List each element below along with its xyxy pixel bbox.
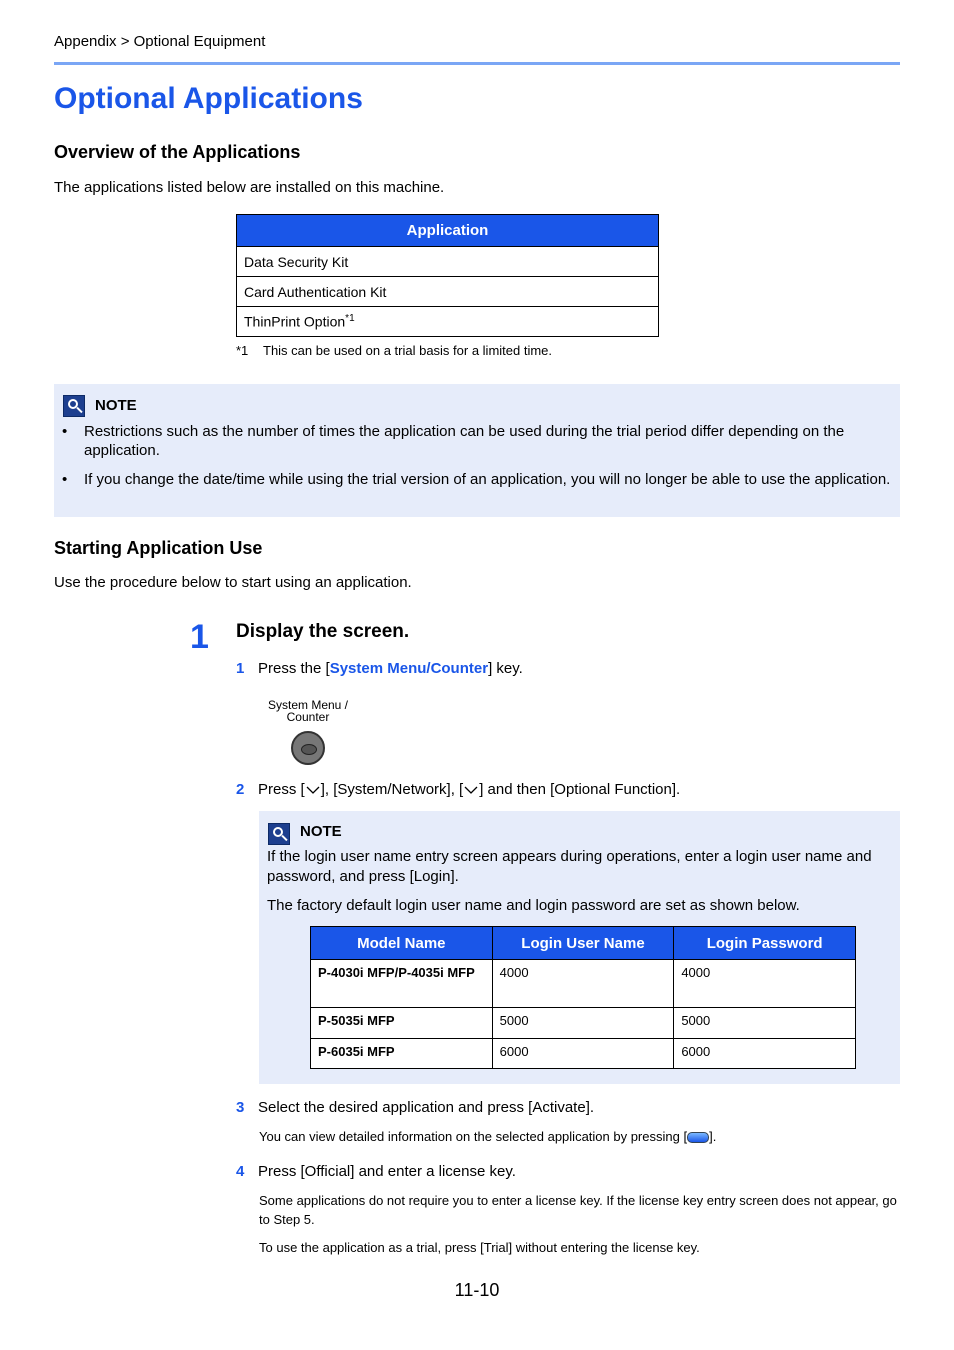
column-header-login-password: Login Password: [674, 927, 856, 960]
key-label-line: Counter: [286, 710, 330, 724]
key-label: [262, 699, 354, 723]
substep-number: 3: [236, 1099, 245, 1116]
note-magnifier-icon: [268, 823, 290, 845]
key-label-line: System Menu /: [267, 698, 349, 712]
substep-4: [236, 1163, 896, 1183]
substep-text: ] and then [Optional Function].: [479, 781, 681, 798]
substep-3: [236, 1099, 896, 1119]
footnote-text: This can be used on a trial basis for a limited time.: [263, 343, 553, 358]
login-user-name-cell: 5000: [492, 1008, 674, 1039]
substep-text: ], [System/Network], [: [320, 781, 464, 798]
note-label: NOTE: [300, 823, 342, 840]
note-paragraph: The factory default login user name and login password are set as shown below.: [267, 897, 800, 914]
table-cell: Data Security Kit: [237, 247, 659, 277]
note-magnifier-icon: [63, 395, 85, 417]
substep-1: [236, 660, 896, 680]
model-name-cell: P-6035i MFP: [311, 1039, 493, 1069]
step-title: Display the screen.: [236, 621, 410, 642]
detail-text: You can view detailed information on the selected application by pressing [: [259, 1129, 688, 1144]
substep-number: 2: [236, 781, 245, 798]
note-bullet-text: Restrictions such as the number of times the application can be used during the trial period differ depending on the application.: [84, 423, 845, 459]
substep-text: Press [: [258, 781, 305, 798]
table-header-application: Application: [237, 215, 659, 247]
application-table: [236, 214, 659, 337]
info-button-icon: [687, 1132, 709, 1143]
system-menu-counter-button[interactable]: [291, 731, 325, 765]
table-cell-text: ThinPrint Option: [244, 313, 346, 330]
table-row: [311, 960, 856, 1008]
starting-intro: Use the procedure below to start using an application.: [54, 574, 412, 591]
note-box: NOTE • Restrictions such as the number of times the application can be used during the trial period differ depending on the application. • If you change the date/time while using the trial version of an application, you will no longer be able to use the application.: [54, 384, 900, 517]
substep-text: Press the [: [258, 660, 330, 677]
section-heading-starting: Starting Application Use: [54, 538, 263, 558]
login-password-cell: 4000: [674, 960, 856, 1008]
footnote-mark: *1: [236, 343, 249, 358]
chevron-down-icon: [305, 783, 321, 797]
table-row: [311, 1008, 856, 1039]
system-menu-counter-key-link[interactable]: System Menu/Counter: [329, 660, 489, 677]
table-cell-with-footnote: [237, 307, 659, 337]
substep-detail: To use the application as a trial, press [Trial] without entering the license key.: [259, 1240, 700, 1255]
substep-detail: Some applications do not require you to enter a license key. If the license key entry screen does not appear, go to Step 5.: [259, 1193, 897, 1227]
table-row: [237, 307, 659, 337]
table-row: [237, 247, 659, 277]
login-password-cell: 6000: [674, 1039, 856, 1069]
note-label: NOTE: [95, 397, 137, 414]
footnote-ref: *1: [345, 313, 355, 325]
login-user-name-cell: 6000: [492, 1039, 674, 1069]
step-number: 1: [190, 618, 209, 656]
section-heading-overview: Overview of the Applications: [54, 142, 301, 162]
footnote: [236, 343, 552, 358]
substep-text: Press [Official] and enter a license key.: [258, 1163, 516, 1180]
page-number: 11-10: [454, 1280, 500, 1300]
login-user-name-cell: 4000: [492, 960, 674, 1008]
substep-number: 1: [236, 660, 245, 677]
substep-text: ] key.: [488, 660, 523, 677]
breadcrumb: Appendix > Optional Equipment: [54, 33, 266, 50]
table-row: [237, 277, 659, 307]
login-defaults-table: [310, 926, 856, 1069]
table-row: [311, 1039, 856, 1069]
model-name-cell: P-5035i MFP: [311, 1008, 493, 1039]
table-cell: Card Authentication Kit: [237, 277, 659, 307]
column-header-login-user-name: Login User Name: [492, 927, 674, 960]
substep-number: 4: [236, 1163, 245, 1180]
header-rule: [54, 62, 900, 65]
note-paragraph: If the login user name entry screen appears during operations, enter a login user name and password, and press [Login].: [267, 848, 872, 885]
overview-intro: The applications listed below are installed on this machine.: [54, 179, 445, 196]
chevron-down-icon: [463, 783, 479, 797]
detail-text: ].: [709, 1129, 717, 1144]
page-title: Optional Applications: [54, 82, 363, 115]
substep-2: [236, 781, 896, 801]
column-header-model-name: Model Name: [311, 927, 493, 960]
substep-detail: [259, 1127, 899, 1146]
model-name-cell: P-4030i MFP/P-4035i MFP: [311, 960, 493, 1008]
note-bullet-text: If you change the date/time while using the trial version of an application, you will no longer be able to use the application.: [84, 471, 891, 488]
substep-text: Select the desired application and press [Activate].: [258, 1099, 595, 1116]
login-password-cell: 5000: [674, 1008, 856, 1039]
